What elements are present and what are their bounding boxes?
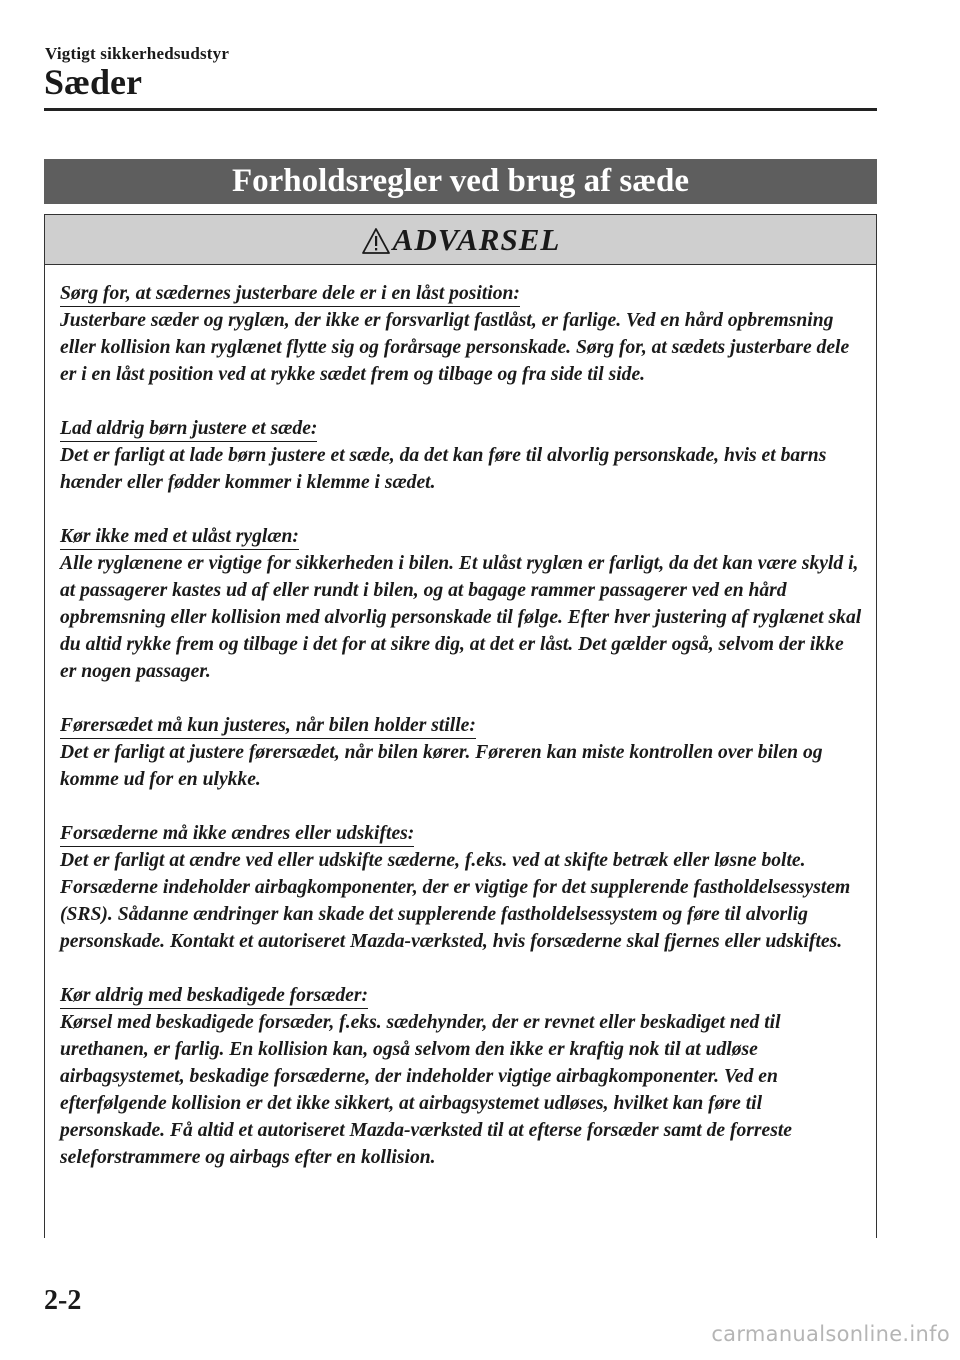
warning-item-heading: Kør ikke med et ulåst ryglæn:: [60, 525, 299, 550]
warning-item: [60, 415, 862, 496]
warning-body: [45, 265, 876, 1171]
page-title: Sæder: [44, 62, 142, 102]
warning-item-text: Justerbare sæder og ryglæn, der ikke er forsvarligt fastlåst, er farlige. Ved en hård opbremsning eller kollision kan ryglænet flytte sig og forårsage personskade. Sørg for, at sædets justerbare dele er i en låst position ved at rykke sædet frem og tilbage og fra side til side.: [60, 310, 850, 385]
warning-item: [60, 820, 862, 955]
warning-box: [44, 214, 877, 1238]
warning-item-text: Alle ryglænene er vigtige for sikkerheden i bilen. Et ulåst ryglæn er farligt, da det kan være skyld i, at passagerer kastes ud af eller rundt i bilen, og at bagage rammer passagerer ved en hård opbremsning eller kollision med alvorlig personskade til følge. Efter hver justering af ryglænet skal du altid rykke frem og tilbage i det for at sikre dig, at det er låst. Det gælder også, selvom der ikke er nogen passager.: [60, 553, 862, 682]
warning-item-text: Det er farligt at ændre ved eller udskifte sæderne, f.eks. ved at skifte betræk eller løsne bolte. Forsæderne indeholder airbagkomponenter, der er vigtige for det supplerende fastholdelsessystem (SRS). Sådanne ændringer kan skade det supplerende fastholdelsessystem og føre til alvorlig personskade. Kontakt et autoriseret Mazda-værksted, hvis forsæderne skal fjernes eller udskiftes.: [60, 850, 851, 952]
warning-header: [45, 215, 876, 265]
warning-item-heading: Lad aldrig børn justere et sæde:: [60, 417, 317, 442]
warning-item-text: Det er farligt at justere førersædet, når bilen kører. Føreren kan miste kontrollen over bilen og komme ud for en ulykke.: [60, 742, 823, 790]
warning-item: [60, 280, 862, 388]
page-number: 2-2: [44, 1285, 82, 1316]
warning-item-heading: Førersædet må kun justeres, når bilen holder stille:: [60, 714, 476, 739]
warning-item-heading: Kør aldrig med beskadigede forsæder:: [60, 984, 368, 1009]
warning-triangle-icon: [361, 227, 391, 255]
warning-item-heading: Sørg for, at sædernes justerbare dele er i en låst position:: [60, 282, 520, 307]
warning-item: [60, 712, 862, 793]
warning-item-text: Det er farligt at lade børn justere et sæde, da det kan føre til alvorlig personskade, hvis et barns hænder eller fødder kommer i klemme i sædet.: [60, 445, 827, 493]
watermark: carmanualsonline.info: [711, 1322, 950, 1346]
warning-item-heading: Forsæderne må ikke ændres eller udskiftes:: [60, 822, 414, 847]
subsection-title-bar: Forholdsregler ved brug af sæde: [44, 159, 877, 204]
section-label: Vigtigt sikkerhedsudstyr: [45, 44, 230, 63]
header-divider: [44, 108, 877, 111]
warning-item: [60, 523, 862, 685]
warning-label: ADVARSEL: [392, 221, 561, 257]
warning-item-text: Kørsel med beskadigede forsæder, f.eks. sædehynder, der er revnet eller beskadiget ned til urethanen, er farlig. En kollision kan, også selvom den ikke er kraftig nok til at udløse airbagsystemet, beskadige forsæderne, der indeholder vigtige airbagkomponenter. Ved en efterfølgende kollision er det ikke sikkert, at airbagsystemet udløses, hvilket kan føre til personskade. Få altid et autoriseret Mazda-værksted til at efterse forsæder samt de forreste seleforstrammere og airbags efter en kollision.: [60, 1012, 793, 1168]
warning-item: [60, 982, 862, 1171]
